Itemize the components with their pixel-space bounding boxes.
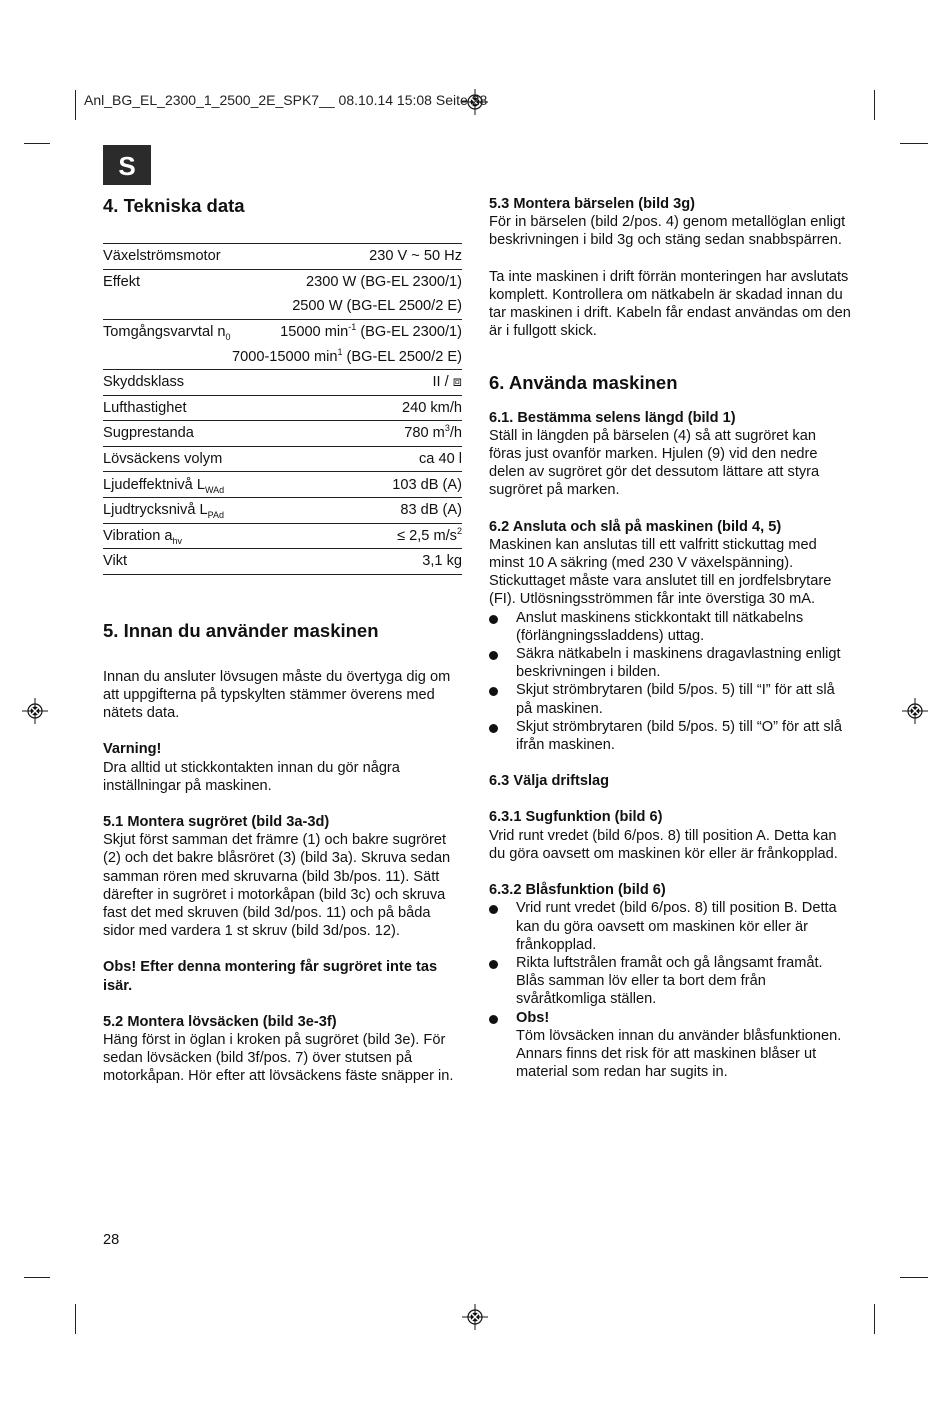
list-item: Skjut strömbrytaren (bild 5/pos. 5) till “I” för att slå på maskinen. [489,681,851,717]
subsection-6-2-text: Maskinen kan anslutas till ett valfritt stickuttag med minst 10 A säkring (med 230 V växelspänning). Stickuttaget måste vara anslutet till en jordfelsbrytare (FI). Utlösningsströmmen får inte överstiga 30 mA. [489,536,832,608]
subsection-6-1-title: 6.1. Bestämma selens längd (bild 1) [489,409,736,426]
row-label [103,344,231,369]
warning-title: Varning! [103,741,162,758]
row-value: 2500 W (BG-EL 2500/2 E) [231,294,462,319]
row-value: 240 km/h [231,395,462,421]
subsection-5-3-text-2: Ta inte maskinen i drift förrän monteringen har avslutats komplett. Kontrollera om nätkabeln är skadad innan du tar maskinen i drift. Kabeln får endast användas om den är i fullgott skick. [489,268,851,340]
row-label: Växelströmsmotor [103,244,231,270]
table-row [103,497,462,523]
row-value: 230 V ~ 50 Hz [231,244,462,270]
label-text: Ljudeffektnivå L [103,476,205,493]
row-value: 2300 W (BG-EL 2300/1) [305,273,462,290]
table-row [103,549,462,575]
table-row [103,269,462,294]
value-superscript: -1 [348,322,357,333]
label-subscript: hv [172,535,183,546]
registration-target-icon [462,1304,488,1330]
registration-target-icon [22,698,48,724]
row-value: II / ⧈ [231,369,462,395]
subsection-6-2-list [489,609,851,755]
value-text: /h [449,425,462,442]
subsection-5-3-title: 5.3 Montera bärselen (bild 3g) [489,196,695,212]
table-row [103,319,462,344]
row-label: Sugprestanda [103,421,231,447]
list-item: Rikta luftstrålen framåt och gå långsamt framåt. Blås samman löv eller ta bort dem från svåråtkomliga ställen. [489,954,851,1009]
row-value [231,523,462,549]
section-6-title: 6. Använda maskinen [489,372,678,394]
subsection-5-1-title: 5.1 Montera sugröret (bild 3a-3d) [103,813,330,830]
row-label [103,294,231,319]
crop-mark [874,1304,875,1334]
value-text: ≤ 2,5 m/s [397,527,457,544]
section-4-title: 4. Tekniska data [103,195,245,216]
list-item: Säkra nätkabeln i maskinens dragavlastning enligt beskrivningen i bilden. [489,645,851,681]
page-number: 28 [103,1232,120,1248]
row-label: Skyddsklass [103,369,231,395]
tech-data-table [103,243,462,575]
crop-mark [24,1277,50,1278]
crop-mark [900,1277,928,1278]
table-row [103,395,462,421]
row-value: ca 40 l [231,446,462,472]
value-superscript: 1 [337,346,343,357]
value-text: (BG-EL 2500/2 E) [342,348,462,365]
subsection-6-2-title: 6.2 Ansluta och slå på maskinen (bild 4, 5) [489,518,782,535]
row-label [103,497,231,523]
value-text: (BG-EL 2300/1) [356,324,462,341]
value-text: 15000 min [280,324,349,341]
subsection-6-1-text: Ställ in längden på bärselen (4) så att sugröret kan föras just ovanför marken. Hjulen (9) vid den nedre delen av sugröret gör det dessutom lättare att styra sugröret på marken. [489,427,820,499]
value-text: 780 m [404,425,445,442]
value-superscript: 3 [444,423,450,434]
subsection-5-2-text: Häng först in öglan i kroken på sugröret (bild 3e). För sedan lövsäcken (bild 3f/pos. 7) över stutsen på motorkåpan. Hör efter att lövsäckens fäste snäpper in. [103,1031,454,1085]
label-subscript: WAd [204,484,225,495]
table-row [103,446,462,472]
print-header: Anl_BG_EL_2300_1_2500_2E_SPK7__ 08.10.14 15:08 Seite 28 [84,92,488,108]
table-row [103,344,462,369]
label-subscript: 0 [225,331,231,342]
obs-text: Töm lövsäcken innan du använder blåsfunktionen. Annars finns det risk för att maskinen blåser ut material som redan har sugits in. [516,1027,842,1081]
obs-title: Obs! [516,1009,550,1026]
table-row [103,421,462,447]
table-row [103,244,462,270]
list-item [489,1009,851,1082]
crop-mark [75,90,76,120]
row-label: Effekt [103,273,141,290]
subsection-5-3-text: För in bärselen (bild 2/pos. 4) genom metallöglan enligt beskrivningen i bild 3g och stäng sedan snabbspärren. [489,214,846,249]
section-5-body [103,668,462,1086]
row-label: Vikt [103,549,231,575]
value-text: 7000-15000 min [231,348,338,365]
label-subscript: PAd [207,510,224,521]
row-value [231,319,462,344]
crop-mark [24,143,50,144]
row-value [231,421,462,447]
row-label: Lövsäckens volym [103,446,231,472]
registration-target-icon [902,698,928,724]
table-row [103,523,462,549]
language-tab: S [103,145,151,185]
value-superscript: 2 [456,525,462,536]
left-column [103,195,462,1086]
crop-mark [874,90,875,120]
row-value: 3,1 kg [231,549,462,575]
crop-mark [900,143,928,144]
label-text: Vibration a [103,527,173,544]
subsection-6-3-2-title: 6.3.2 Blåsfunktion (bild 6) [489,882,666,899]
row-value: 103 dB (A) [231,472,462,498]
list-item: Skjut strömbrytaren (bild 5/pos. 5) till “O” för att slå ifrån maskinen. [489,718,851,754]
crop-mark [75,1304,76,1334]
list-item: Anslut maskinens stickkontakt till nätkabelns (förlängningssladdens) uttag. [489,609,851,645]
row-label [103,319,231,344]
row-label [103,472,231,498]
label-text: Tomgångsvarvtal n [103,324,226,341]
warning-text: Dra alltid ut stickkontakten innan du gör några inställningar på maskinen. [103,759,400,794]
row-label [103,523,231,549]
subsection-5-1-text: Skjut först samman det främre (1) och bakre sugröret (2) och det bakre blåsröret (3) (bild 3a). Skruva sedan samman rören med skruvarna (bild 3b/pos. 11). Sätt därefter in sugröret i motorkåpan (bild 3c) och skruva fast det med skruven (bild 3d/pos. 11) och på båda sidor med vardera 1 st skruv (bild 3d/pos. 12). [103,832,451,940]
list-item: Vrid runt vredet (bild 6/pos. 8) till position B. Detta kan du göra oavsett om maskinen kör eller är frånkopplad. [489,899,851,954]
subsection-5-2-title: 5.2 Montera lövsäcken (bild 3e-3f) [103,1013,337,1030]
obs-note: Obs! Efter denna montering får sugröret inte tas isär. [103,959,438,994]
table-row [103,294,462,319]
subsection-6-3-2-list [489,899,851,1081]
right-column [489,195,851,1081]
subsection-6-3-1-title: 6.3.1 Sugfunktion (bild 6) [489,809,663,826]
table-row [103,369,462,395]
table-row [103,472,462,498]
row-value [231,344,462,369]
section-5-intro: Innan du ansluter lövsugen måste du övertyga dig om att uppgifterna på typskylten stämmer överens med nätets data. [103,668,451,722]
row-label: Lufthastighet [103,395,231,421]
section-5-title: 5. Innan du använder maskinen [103,619,379,641]
subsection-6-3-1-text: Vrid runt vredet (bild 6/pos. 8) till position A. Detta kan du göra oavsett om maskinen kör eller är frånkopplad. [489,827,838,862]
subsection-6-3-title: 6.3 Välja driftslag [489,773,610,790]
label-text: Ljudtrycksnivå L [103,502,208,519]
row-value: 83 dB (A) [231,497,462,523]
